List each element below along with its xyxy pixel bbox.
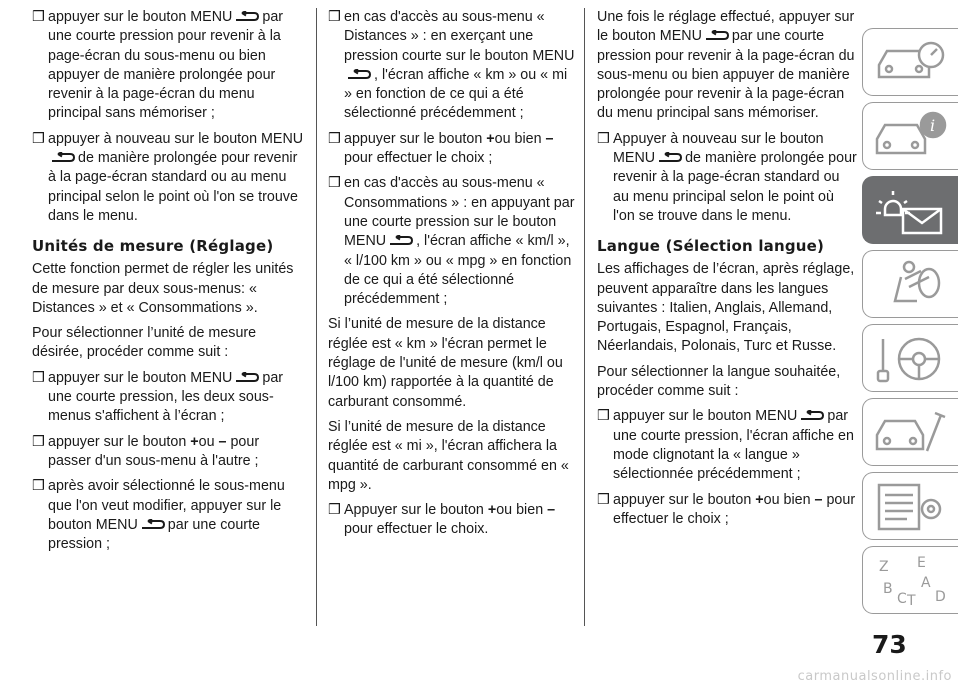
bullet-item: ❒ appuyer sur le bouton +ou bien – pour effectuer le choix ; [597, 491, 856, 527]
bullet-box: ❒ [597, 408, 610, 425]
bullet-item: ❒ après avoir sélectionné le sous-menu que l'on veut modifier, appuyer sur le bouton MENU par une courte pression ; [32, 478, 285, 553]
paragraph: Si l’unité de mesure de la distance réglée est « mi », l'écran affichera la quantité de carburant consommé en « mpg ». [328, 418, 569, 493]
warning-light-envelope-icon [871, 183, 951, 239]
alphabetical-index-icon [871, 553, 951, 609]
menu-button-icon [799, 410, 825, 421]
bullet-item: ❒ appuyer sur le bouton +ou – pour passer d'un sous-menu à l'autre ; [32, 433, 260, 469]
bullet-box: ❒ [328, 130, 341, 147]
paragraph: Si l’unité de mesure de la distance réglée est « km » l'écran permet le réglage de l'unité de mesure (km/l ou l/100 km) rapportée à la quantité de carburant consommé. [328, 316, 563, 410]
minus-symbol: – [814, 491, 823, 508]
column-divider [584, 8, 585, 626]
bullet-item: ❒ Appuyer sur le bouton +ou bien – pour effectuer le choix. [328, 502, 556, 538]
menu-button-icon [140, 519, 166, 530]
paragraph: Une fois le réglage effectué, appuyer sur le bouton MENU par une courte pression pour revenir à la page-écran du sous-menu ou bien appuyer de manière prolongée pour revenir à la page-écran du menu principal sans mémoriser. [597, 9, 855, 122]
car-dashboard-icon [871, 35, 951, 91]
bullet-item: ❒ appuyer sur le bouton MENU par une courte pression, les deux sous-menus s'affichent à l’écran ; [32, 369, 284, 425]
bullet-box: ❒ [32, 130, 45, 147]
menu-button-icon [657, 152, 683, 163]
service-wrench-icon [871, 405, 951, 461]
bullet-item: ❒ Appuyer à nouveau sur le bouton MENU de manière prolongée pour revenir à la page-écran standard ou au menu principal selon le point où l'on se trouve dans le menu. [597, 130, 857, 224]
menu-button-icon [234, 372, 260, 383]
index-letter: Z [879, 559, 889, 575]
menu-button-icon [50, 152, 76, 163]
bullet-item: ❒ appuyer sur le bouton MENU par une courte pression pour revenir à la page-écran du sous-menu ou bien appuyer de manière prolongée pour revenir à la page-écran du menu principal sans mémoriser ; [32, 9, 284, 122]
page-number: 73 [872, 630, 907, 659]
paragraph: Pour sélectionner l’unité de mesure désirée, procéder comme suit : [32, 325, 257, 361]
index-letter: C [897, 591, 907, 607]
minus-symbol: – [545, 130, 554, 147]
key-steering-wheel-icon [871, 331, 951, 387]
menu-button-icon [234, 11, 260, 22]
technical-specs-icon [871, 479, 951, 535]
bullet-item: ❒ appuyer sur le bouton MENU par une courte pression, l'écran affiche en mode clignotant la « langue » sélectionnée précédemment ; [597, 408, 854, 483]
section-heading: Unités de mesure (Réglage) [32, 237, 274, 256]
airbag-seat-icon [871, 257, 951, 313]
index-letter: B [883, 581, 893, 597]
plus-symbol: + [190, 433, 199, 450]
index-letter: E [917, 555, 926, 571]
bullet-box: ❒ [328, 502, 341, 519]
bullet-box: ❒ [328, 175, 341, 192]
car-info-icon [871, 109, 951, 165]
paragraph: Cette fonction permet de régler les unités de mesure par deux sous-menus: « Distances » et « Consommations ». [32, 261, 294, 316]
plus-symbol: + [486, 130, 495, 147]
bullet-box: ❒ [328, 9, 341, 25]
tab-safety[interactable] [862, 250, 958, 318]
menu-button-icon [704, 30, 730, 41]
bullet-item: ❒ en cas d'accès au sous-menu « Consommations » : en appuyant par une courte pression sur le bouton MENU , l'écran affiche « km/l », « l/100 km » ou « mpg » en fonction de ce qui a été sélectionné précédemment ; [328, 175, 575, 308]
paragraph: Pour sélectionner la langue souhaitée, procéder comme suit : [597, 363, 841, 400]
svg-text:i: i [930, 116, 936, 135]
column-divider [316, 8, 317, 626]
tab-starting-driving[interactable] [862, 324, 958, 392]
tab-technical-specs[interactable] [862, 472, 958, 540]
bullet-item: ❒ appuyer sur le bouton +ou bien – pour effectuer le choix ; [328, 130, 554, 167]
tab-car-info[interactable] [862, 102, 958, 170]
column-3 [597, 8, 859, 535]
minus-symbol: – [547, 502, 556, 519]
bullet-item: ❒ appuyer à nouveau sur le bouton MENUde manière prolongée pour revenir à la page-écran standard ou au menu principal selon le point où l'on se trouve dans le menu. [32, 130, 304, 224]
menu-button-icon [388, 235, 414, 246]
bullet-box: ❒ [597, 130, 610, 147]
section-heading: Langue (Sélection langue) [597, 237, 825, 256]
bullet-box: ❒ [32, 478, 45, 495]
index-letter: T [907, 593, 916, 609]
bullet-box: ❒ [597, 491, 610, 508]
watermark: carmanualsonline.info [797, 669, 952, 684]
chapter-tabs [862, 28, 960, 618]
plus-symbol: + [487, 502, 497, 519]
tab-car-dashboard[interactable] [862, 28, 958, 96]
bullet-box: ❒ [32, 433, 45, 450]
bullet-box: ❒ [32, 9, 45, 25]
tab-service-maintenance[interactable] [862, 398, 958, 466]
bullet-item: ❒ en cas d'accès au sous-menu « Distances » : en exerçant une pression courte sur le bouton MENU, l'écran affiche « km » ou « mi » en fonction de ce qui a été sélectionné précédemment ; [328, 9, 575, 122]
paragraph: Les affichages de l’écran, après réglage, peuvent apparaître dans les langues suivantes : Italien, Anglais, Allemand, Portugais, Espagnol, Français, Néerlandais, Polonais, Turc et Russe. [597, 261, 855, 355]
index-letter: A [921, 575, 931, 591]
menu-button-icon [346, 69, 372, 80]
tab-warning-lights-messages[interactable] [862, 176, 958, 244]
index-letter: D [935, 589, 946, 605]
tab-alphabetical-index[interactable] [862, 546, 958, 614]
column-2 [328, 8, 576, 546]
minus-symbol: – [218, 433, 227, 450]
bullet-box: ❒ [32, 369, 45, 386]
plus-symbol: + [755, 491, 764, 508]
column-1 [32, 8, 304, 560]
